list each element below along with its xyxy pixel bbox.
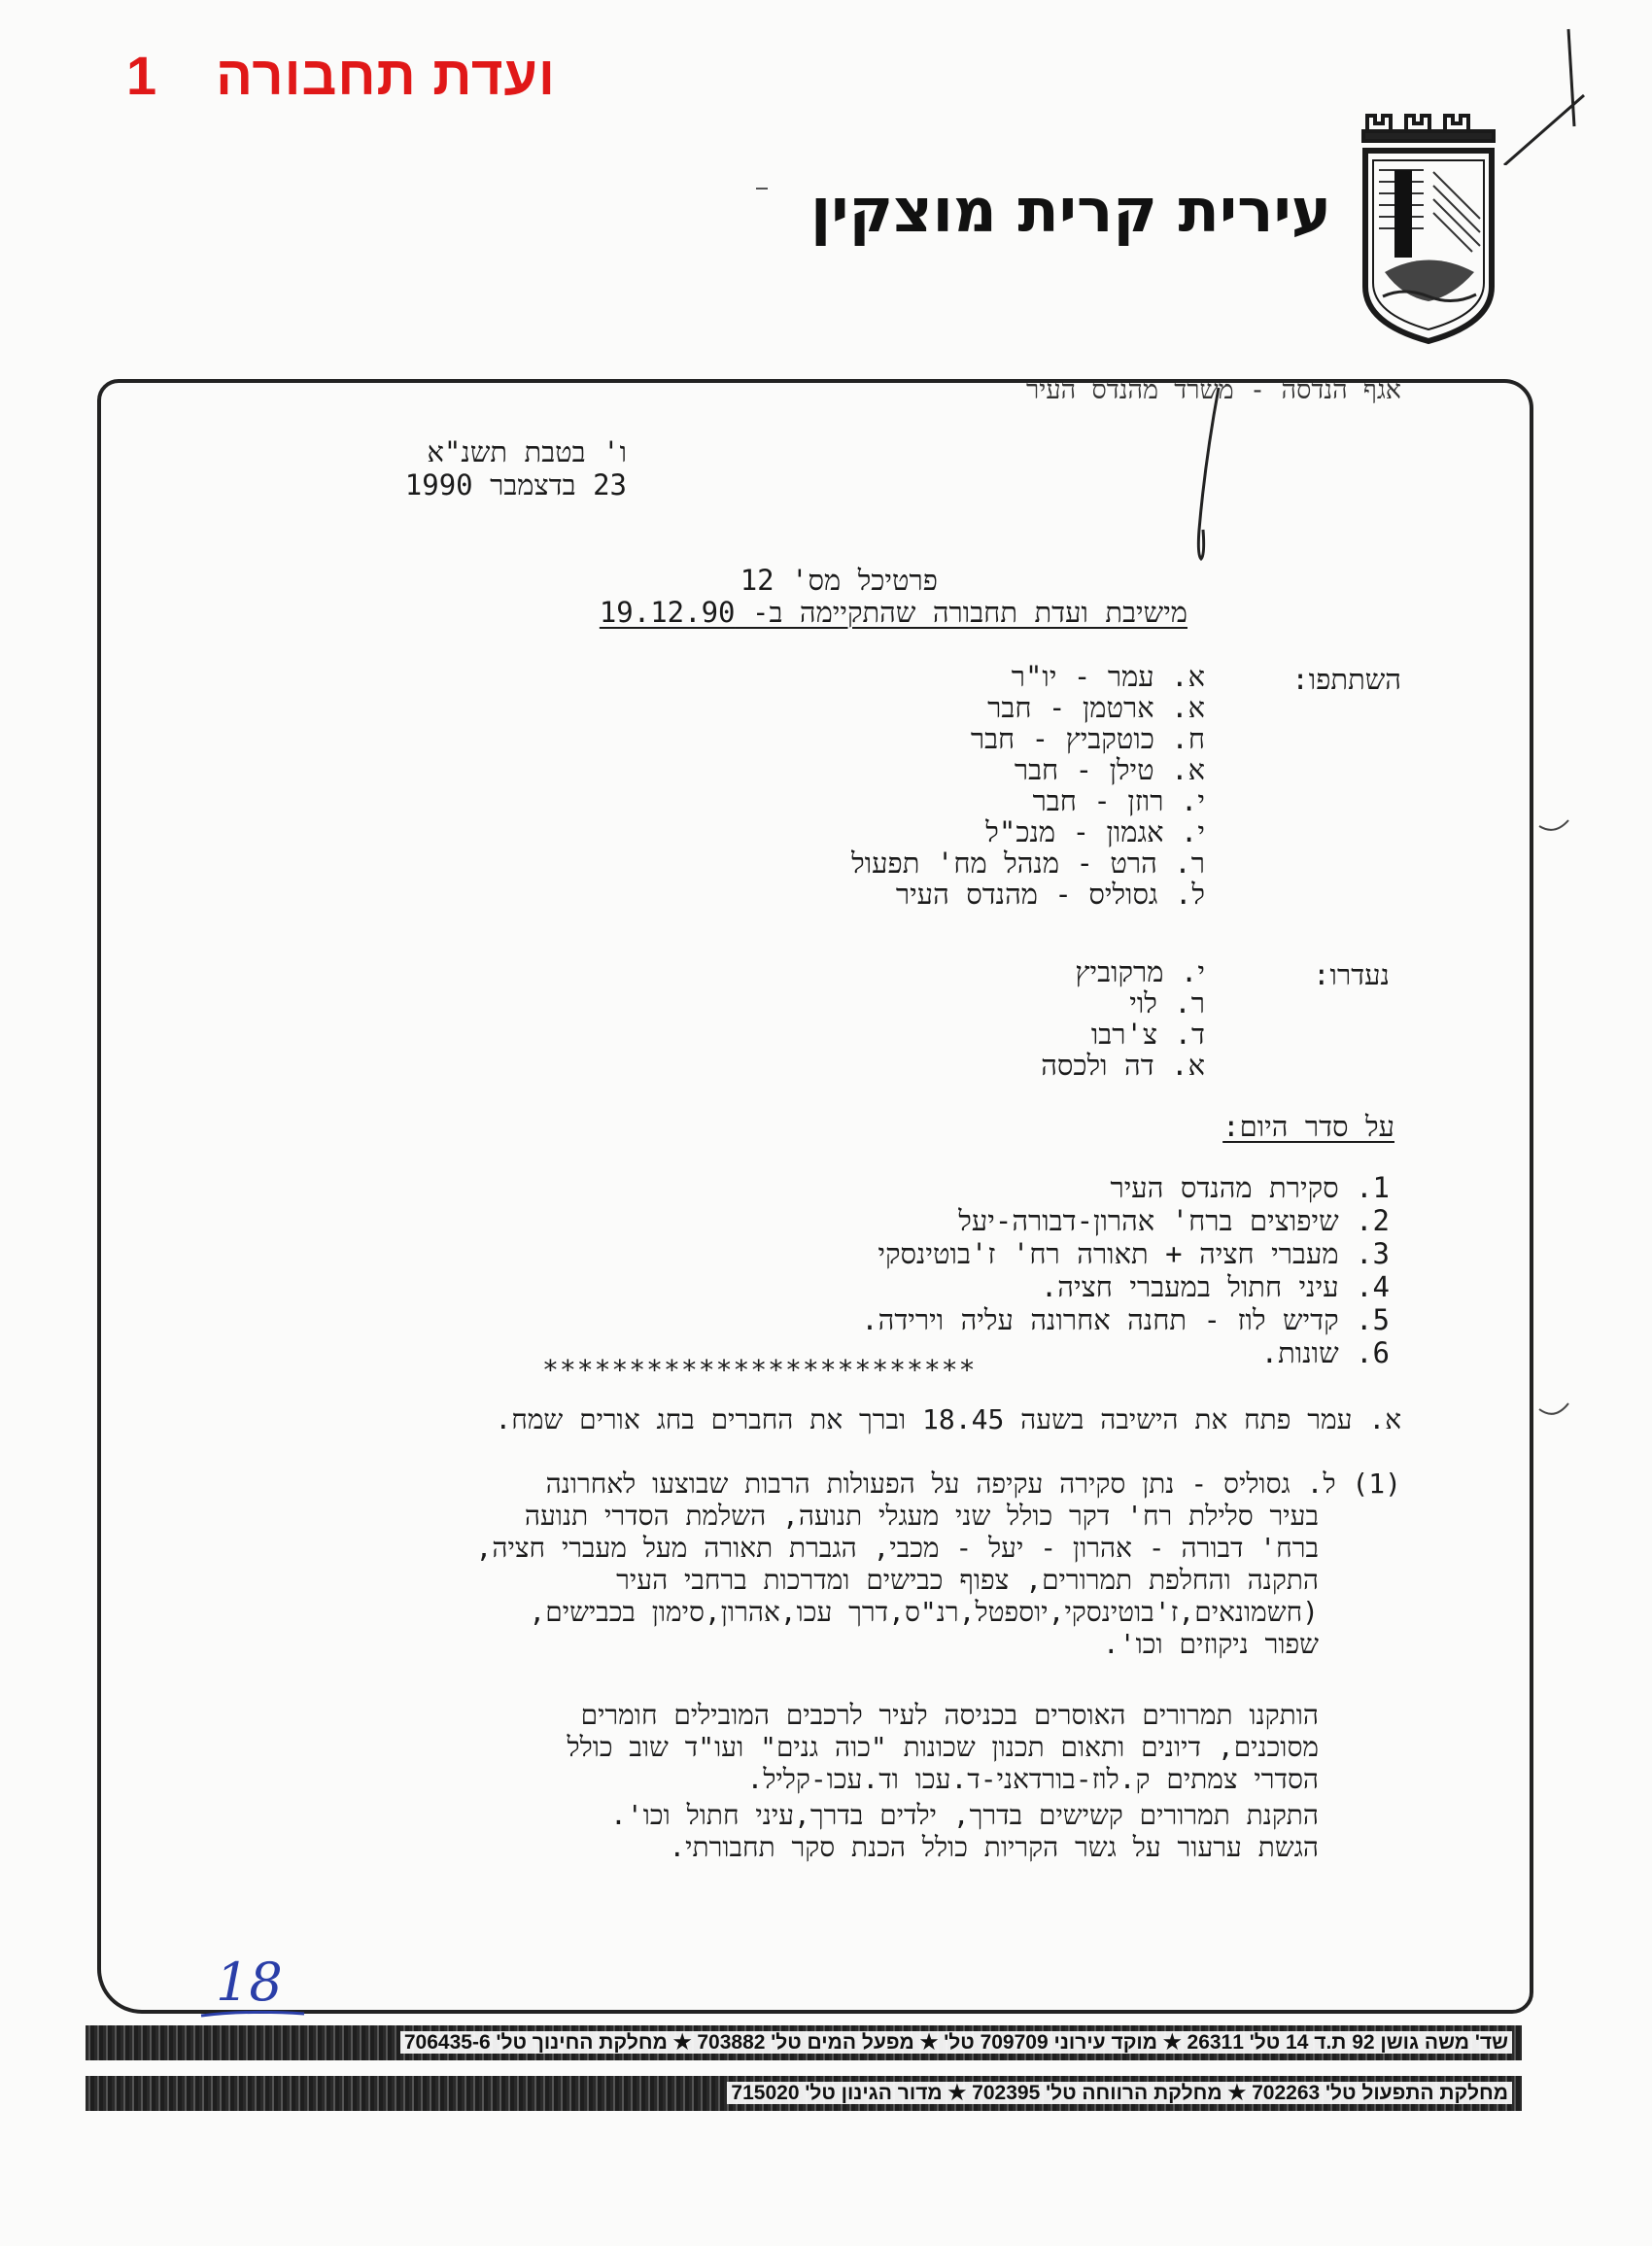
participants-list xyxy=(851,661,1205,910)
annotation-number: 1 xyxy=(126,45,158,106)
participant: א. ארטמן - חבר xyxy=(987,691,1205,724)
item-1-paragraph xyxy=(476,1468,1401,1660)
mark xyxy=(756,188,768,190)
agenda-item: 4. עיני חתול במעברי חציה. xyxy=(1040,1270,1390,1303)
protocol-number: פרטיכל מס' 12 xyxy=(740,564,938,597)
agenda-item: 5. קדיש לוז - תחנה אחרונה עליה וירידה. xyxy=(861,1303,1390,1336)
text-line: בעיר סלילת רח' דקר כולל שני מעגלי תנועה, השלמת הסדרי תנועה xyxy=(524,1500,1319,1532)
footer-text: מחלקת התפעול טל' 702263 ★ מחלקת הרווחה טל' 702395 ★ מדור הגינון טל' 715020 xyxy=(727,2082,1512,2104)
text-line: (חשמונאים,ז'בוטינסקי,יוספטל,רנ"ס,דרך עכו,אהרון,סימון בכבישים, xyxy=(529,1596,1319,1628)
department-line: אגף הנדסה - משרד מהנדס העיר xyxy=(1025,375,1401,405)
participant: ר. הרט - מנהל מח' תפעול xyxy=(851,847,1205,880)
text-line: הסדרי צמתים ק.לוז-בורדאני-ד.עכו וד.עכו-קליל. xyxy=(746,1763,1319,1795)
absent-member: י. מרקוביץ xyxy=(1075,955,1205,988)
agenda-item: 1. סקירת מהנדס העיר xyxy=(1110,1171,1390,1204)
city-name: עירית קרית מוצקין xyxy=(809,175,1331,246)
text-line: (1) ל. גסוליס - נתן סקירה עקיפה על הפעולות הרבות שבוצעו לאחרונה xyxy=(545,1468,1401,1500)
absent-member: א. דה ולכסה xyxy=(1041,1049,1205,1082)
absent-member: ר. לוי xyxy=(1129,986,1205,1019)
city-emblem-icon xyxy=(1356,102,1501,345)
agenda-list xyxy=(861,1171,1390,1369)
participant: י. רוזן - חבר xyxy=(1032,784,1205,817)
pen-mark xyxy=(1487,19,1603,165)
meeting-title: מישיבת ועדת תחבורה שהתקיימה ב- 19.12.90 xyxy=(599,596,1187,629)
paragraph-2 xyxy=(568,1699,1320,1863)
separator-stars: ************************* xyxy=(542,1354,977,1386)
text-line: הותקנו תמרורים האוסרים בכניסה לעיר לרכבים המובילים חומרים xyxy=(580,1699,1319,1731)
participant: א. עמר - יו"ר xyxy=(1011,660,1205,693)
participants-label: השתתפו: xyxy=(1291,663,1401,696)
text-line: התקנת תמרורים קשישים בדרך, ילדים בדרך,עיני חתול וכו'. xyxy=(610,1799,1319,1831)
participant: ח. כוטקביץ - חבר xyxy=(970,722,1205,755)
text-line: התקנה והחלפת תמרורים, צפוף כבישים ומדרכות ברחבי העיר xyxy=(616,1564,1319,1596)
page-number-handwritten: 18 xyxy=(216,1952,283,2013)
opening-statement: א. עמר פתח את הישיבה בשעה 18.45 וברך את החברים בחג אורים שמח. xyxy=(495,1403,1401,1435)
margin-marks xyxy=(1535,807,1574,1438)
pen-underline xyxy=(199,2008,306,2020)
text-line: הגשת ערעור על גשר הקריות כולל הכנת סקר תחבורתי. xyxy=(669,1831,1319,1863)
gregorian-date: 23 בדצמבר 1990 xyxy=(404,468,627,501)
absent-list xyxy=(1041,956,1205,1081)
footer-contacts-line-2 xyxy=(86,2076,1522,2111)
footer-contacts-line-1 xyxy=(86,2025,1522,2060)
hebrew-date: ו' בטבת תשנ"א xyxy=(427,435,627,468)
agenda-title: על סדר היום: xyxy=(1222,1110,1394,1143)
text-line: שפור ניקוזים וכו'. xyxy=(1102,1628,1319,1660)
annotation-text: ועדת תחבורה xyxy=(216,45,556,106)
participant: א. טילן - חבר xyxy=(1014,753,1205,786)
participant: ל. גסוליס - מהנדס העיר xyxy=(895,878,1205,911)
footer-text: שד' משה גושן 92 ת.ד 14 טל' 26311 ★ מוקד עירוני 709709 טל' ★ מפעל המים טל' 703882 ★ מחלקת החינוך טל' 706435-6 xyxy=(400,2031,1512,2054)
pen-stroke xyxy=(1176,384,1234,569)
text-line: ברח' דבורה - אהרון - יעל - מכבי, הגברת תאורה מעל מעברי חציה, xyxy=(475,1532,1319,1564)
agenda-item: 2. שיפוצים ברח' אהרון-דבורה-יעל xyxy=(958,1204,1390,1237)
agenda-item: 3. מעברי חציה + תאורה רח' ז'בוטינסקי xyxy=(878,1237,1390,1270)
participant: י. אגמון - מנכ"ל xyxy=(985,815,1205,848)
agenda-item: 6. שונות. xyxy=(1260,1336,1390,1369)
text-line: מסוכנים, דיונים ותאום תכנון שכונות "כוה גנים" ועו"ד שוב כולל xyxy=(567,1731,1319,1763)
absent-member: ד. צ'רבו xyxy=(1090,1018,1205,1051)
annotation-title xyxy=(126,44,556,107)
absent-label: נעדרו: xyxy=(1313,958,1390,991)
